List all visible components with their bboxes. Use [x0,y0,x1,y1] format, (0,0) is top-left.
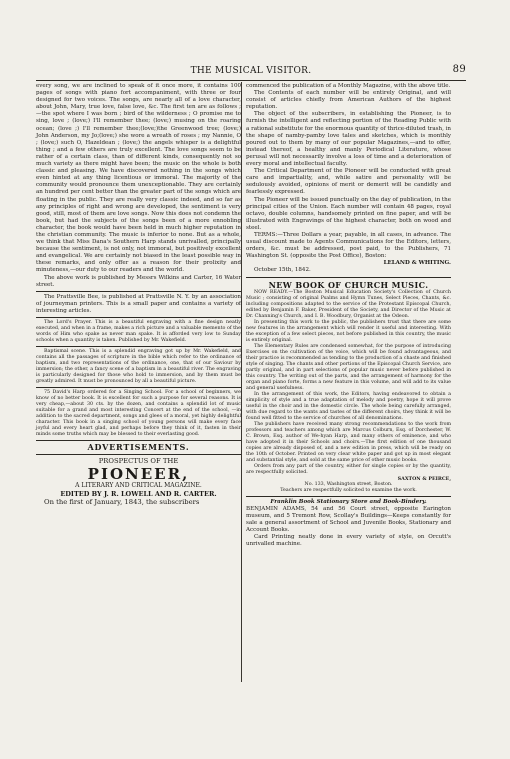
advertisements-heading: ADVERTISEMENTS. [87,442,190,452]
divider [36,387,241,388]
publisher-note: The above work is published by Messrs Wilkins and Carter, 16 Water street. [36,274,241,288]
lords-prayer-note: The Lord's Prayer. This is a beautiful engraving with a fine design neatly executed, and when in a frame, makes a rich picture and a valuable memento of the words of Him who spake as never man spake. It is afforded very low to Sunday schools when a quantity is taken. Published by Mr. Wakefield. [36,320,241,343]
church-music-orders: Orders from any part of the country, either for single copies or by the quantity, are respectfully solicited. [246,463,451,475]
church-music-presenting: In presenting this work to the public, the publishers trust that there are some new features in the arrangement which will render it useful and interesting. With the exception of a few select pieces, not before published in this country, the music is entirely original. [246,319,451,343]
benjamin-adams-ad: BENJAMIN ADAMS, 54 and 56 Court street, opposite Earington museum, and 5 Tremont Row, Scollay's Buildings—Keeps constantly for sale a general assortment of School and Juvenile Books, Stationary and Account Books. [246,505,451,533]
franklin-heading: Franklin Book Stationary Store and Book-Bindery. [270,498,427,505]
pioneer-intro: On the first of January, 1843, the subscribers [44,498,200,506]
prattsville-bee-note: The Prattsville Bee, is published at Prattsville N. Y. by an association of journeyman printers. This is a small paper and contains a variety of interesting articles. [36,293,241,314]
pioneer-editors: EDITED BY J. R. LOWELL AND R. CARTER. [60,490,217,498]
divider [36,317,241,318]
pioneer-contents: The Contents of each number will be entirely Original, and will consist of articles chiefly from American Authors of the highest reputation. [246,90,451,111]
review-paragraph: every song, we are inclined to speak of it once more, it contains 100 pages of songs with piano fort accompaniment, with three or four designed for two voices. The songs, are nearly all of a love character, about John, Mary, true love, false love, &c. The first ten are as follows ;—the spot where I was born ; bird of the wilderness ; O promise me to sing, love ; (love;) I'll remember thee; (love;) musing on the roaring ocean; (love ;) I'll remember thee;(love;)the Greenwood tree; (love;) John Anderson, my Jo;(love;) she wore a wreath of roses ; my Nannie, O ; (love;) such O, Hazeldean ; (love;) the angels whisper is a delightful thing ; and a few others are truly excellent. The love songs seem to be rather of a certain class, than of different kinds, consequently not so much variety as there might have been; the music on the whole is both classic and pleasing. We have discovered nothing in the songs which even hinted at any thing licentious or immoral. The majority of the community would pronounce them unexceptionable. They are certainly an hundred per cent better than the greater part of the songs which are floating in the public. They are really very classic indeed, and so far as any principles of right and wrong are developed, the sentiment is very good, still, most of them are love songs. Now this does not condemn the book, but had the subjects of the songs been of a more ennobling character, the book would have been held in much higher reputation in the christian community. The music is inferior to none. But as a whole, we think that Miss Dana's Southern Harp stands unrivalled, principally because the sentiment, is not only, not immoral, but positively excellent and evangelical. We are certainly not biased in the least possible way in these remarks, and only offer as a reason for their prolixity and minuteness,—our duty to our readers and the world. [36,83,241,274]
pioneer-terms: TERMS:—Three Dollars a year, payable, in all cases, in advance. The usual discount made to Agents Communications for the Editors, letters, orders, &c. must be addressed, post paid, to the Publishers, 71 Washington St. (opposite the Post Office), Boston: [246,231,451,260]
left-column [36,83,241,507]
prospectus-line: PROSPECTUS OF THE [98,457,179,465]
church-music-rules: The Elementary Rules are condensed somewhat, for the purpose of introducing Exercises on the cultivation of the voice, which will be found advantageous, and their practice is recommended as tending to the production of a chaste and finished style of singing. The chants and other portions of the Episcopal Church Service, are partly original, and in part selections of popular music never before published in this country. The writing out of the parts, and the arrangement of harmony for the organ and piano forte, forms a new feature in this volume, and will add to its value and general usefulness. [246,343,451,391]
pioneer-critical: The Critical Department of the Pioneer will be conducted with great care and impartiality, and, while satire and personality will be sedulously avoided, opinions of merit or demerit will be candidly and fearlessly expressed. [246,168,451,196]
divider [246,496,451,497]
column-divider [241,82,242,682]
church-music-arrangement: In the arrangement of this work, the Editors, having endeavored to obtain a simplicity of style and a true adaptation of melody and poetry, hope it will prove useful in the choir and in the domestic circle. The whole being carefully arranged, with due regard to the wants and tastes of the different choirs, they think it will be found well fitted to the service of churches of all denominations. [246,391,451,421]
teachers-note: Teachers are respectfully solicited to examine the work. [280,487,417,493]
pioneer-title: PIONEER, [87,465,190,483]
divider [246,277,451,278]
pioneer-subtitle: A LITERARY AND CRITICAL MAGAZINE. [75,482,202,489]
baptismal-scene-note: Baptismal scene. This is a splendid engraving got up by Mr. Wakefield, and contains all the passages of scripture in the bible which refer to the ordinance of baptism, and two representations of the ordinance, one, that of our Saviour by immersion; the other, a fancy scene of a baptism in a beautiful river. The engraving is particularly designed for those who hold to immersion, and by them must be greatly admired. It must be pronounced by all a beautiful picture. [36,349,241,384]
signature-leland: LELAND & WHITING. [383,260,451,267]
pioneer-continued: commenced the publication of a Monthly Magazine, with the above title. [246,83,451,89]
divider [36,291,241,292]
pioneer-object: The object of the subscribers, in establishing the Pioneer, is to furnish the intelligent and reflecting portion of the Reading Public with a rational substitute for the enormous quantity of thrice-diluted trash, in the shape of namby-pamby love tales and sketches, which is monthly poured out to them by many of our popular Magazines,—and to offer, instead thereof, a healthy and manly Periodical Literature, whose perusal will not necessarily involve a loss of time and a deterioration of every moral and intellectual faculty. [246,111,451,168]
church-music-now-ready: NOW READY.—The Boston Musical Education Society's Collection of Church Music ; consisting of original Psalms and Hymn Tunes, Select Pieces, Chants, &c. including compositions adapted to the service of the Protestant Episcopal Church, edited by Benjamin F. Baker, President of the Society, and Director of the Music at Dr. Channing's Church, and I. B. Woodbury, Organist at the Odeon. [246,289,451,319]
church-music-recommendations: The publishers have received many strong recommendations to the work from professors and teachers among which are Marcus Colburn, Esq. of Dorchester, W. C. Brown, Esq. author of We-hyan Harp, and many others of eminence, and who have adopted it in their Schools and choirs.—The first edition of one thousand copies are already disposed of, and a new edition in press, which will be ready on the 10th of October. Printed on very clear white paper and got up in most elegant and substantial style, and sold at the same price of other music books. [246,421,451,463]
divider [36,440,241,441]
page-number: 89 [452,64,466,75]
card-printing-ad: Card Printing neatly done in every variety of style, on Orcutt's unrivalled machine. [246,534,451,548]
divider [36,454,241,455]
davids-harp-note: 75 David's Harp ordered for a Singing School. For a school of beginners, we know of no better book. It is excellent for such a purpose for several reasons. It is very cheap,—about 30 cts. by the dozen, and contains a splendid lot of music suitable for a grand and most interesting Concert at the end of the school, —in addition to the sacred department, songs and glees of a moral, yet highly delightful character. This book in a singing school of young persons will make every face joyful and every heart glad, and perhaps before they think of it, fasten in their minds some truths which may be blessed to their everlasting good. [36,390,241,437]
right-column [246,83,451,548]
saxton-address: No. 133, Washington street, Boston. [304,481,393,487]
header-rule [36,80,466,81]
page-header [36,64,466,80]
signature-saxton: SAXTON & PEIRCE, [397,475,451,482]
divider [36,346,241,347]
ad-date: October 15th, 1842. [254,267,311,274]
church-music-heading: NEW BOOK OF CHURCH MUSIC. [268,279,429,290]
pioneer-issue: The Pioneer will be issued punctually on the day of publication, in the principal cities of the Union. Each number will contain 48 pages, royal octavo, double columns, handsomely printed on fine paper, and will be illustrated with Engravings of the highest character, both on wood and steel. [246,196,451,231]
running-title: THE MUSICAL VISITOR. [190,66,312,76]
